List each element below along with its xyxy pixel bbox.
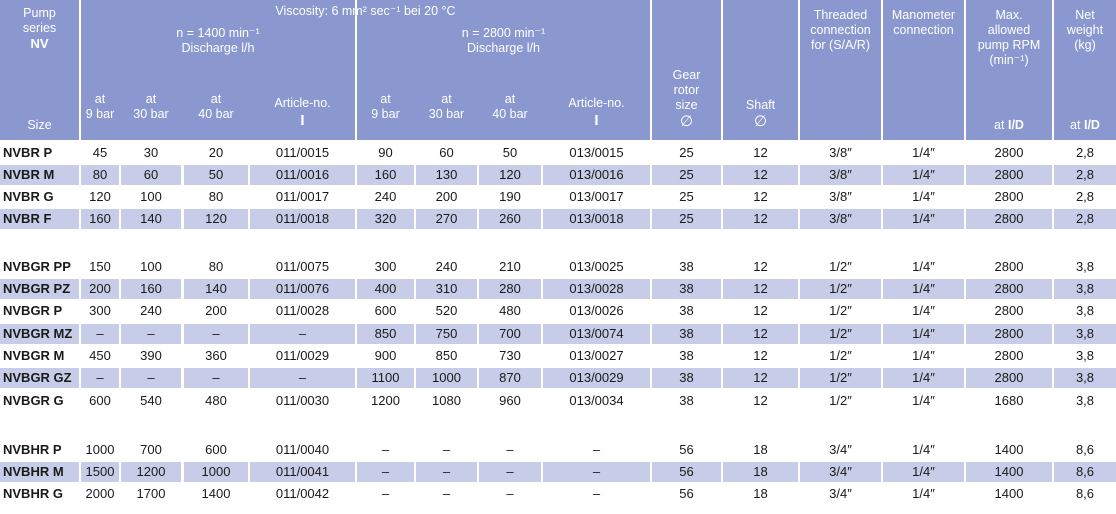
cell-mano: 1/4″ [883,440,964,460]
cell-shaft: 12 [723,209,798,229]
cell-rpm: 2800 [966,301,1052,321]
header-net-weight [1054,0,1116,140]
cell-art1: 011/0040 [250,440,355,460]
cell-art2: – [543,484,650,504]
table-row [0,484,1116,504]
cell-d1-9: 160 [81,209,119,229]
cell-d1-9: 150 [81,257,119,277]
cell-size: NVBGR PP [0,257,79,277]
cell-shaft: 12 [723,143,798,163]
cell-art2: 013/0017 [543,187,650,207]
cell-shaft: 12 [723,301,798,321]
cell-weight: 8,6 [1054,484,1116,504]
cell-thread: 3/8″ [800,187,881,207]
group-2800-label: n = 2800 min⁻¹ Discharge l/h [461,26,546,55]
cell-gear: 38 [652,391,721,411]
cell-shaft: 12 [723,391,798,411]
table-row [0,462,1116,482]
cell-d1-9: 600 [81,391,119,411]
cell-gear: 25 [652,165,721,185]
cell-d2-40: 210 [479,257,541,277]
cell-size: NVBR P [0,143,79,163]
cell-d1-40: 50 [184,165,248,185]
cell-d2-30: 1080 [416,391,477,411]
cell-d1-40: 80 [184,257,248,277]
cell-d2-30: – [416,440,477,460]
cell-size: NVBR M [0,165,79,185]
size-label: Size [27,118,52,132]
cell-d1-9: 120 [81,187,119,207]
cell-art1: 011/0018 [250,209,355,229]
cell-thread: 1/2″ [800,324,881,344]
cell-d1-9: – [81,324,119,344]
cell-d2-9: 240 [357,187,414,207]
cell-size: NVBHR M [0,462,79,482]
cell-gear: 38 [652,279,721,299]
cell-d2-40: – [479,440,541,460]
table-row [0,187,1116,207]
header-group-1400 [81,0,355,140]
cell-d2-40: 120 [479,165,541,185]
cell-d2-30: 240 [416,257,477,277]
cell-d2-30: 750 [416,324,477,344]
cell-d1-9: 450 [81,346,119,366]
cell-art2: – [543,462,650,482]
cell-d1-30: 100 [121,257,181,277]
max-rpm-at: at [994,118,1005,132]
g1-article-symbol: I [300,112,305,129]
header-shaft [723,0,798,140]
cell-art1: 011/0016 [250,165,355,185]
cell-gear: 56 [652,440,721,460]
cell-rpm: 2800 [966,209,1052,229]
cell-d1-9: – [81,368,119,388]
table-row [0,324,1116,344]
g1-at30-label: at 30 bar [133,92,169,121]
cell-size: NVBGR GZ [0,368,79,388]
cell-thread: 3/4″ [800,440,881,460]
pump-series-code: NV [30,36,49,51]
cell-mano: 1/4″ [883,346,964,366]
cell-size: NVBHR G [0,484,79,504]
cell-gear: 38 [652,301,721,321]
cell-rpm: 2800 [966,279,1052,299]
cell-thread: 3/8″ [800,165,881,185]
cell-d1-30: 540 [121,391,181,411]
cell-thread: 1/2″ [800,346,881,366]
cell-mano: 1/4″ [883,391,964,411]
cell-art2: 013/0074 [543,324,650,344]
cell-d2-30: 310 [416,279,477,299]
group-1400-label: n = 1400 min⁻¹ Discharge l/h [176,26,260,55]
cell-d2-9: 300 [357,257,414,277]
cell-d1-30: 390 [121,346,181,366]
cell-d2-9: 320 [357,209,414,229]
cell-mano: 1/4″ [883,257,964,277]
cell-weight: 3,8 [1054,324,1116,344]
header-manometer [883,0,964,140]
cell-weight: 8,6 [1054,462,1116,482]
cell-art1: 011/0028 [250,301,355,321]
g1-article-label: Article-no. [274,96,331,110]
cell-d2-9: – [357,484,414,504]
max-rpm-label: Max. allowed pump RPM (min⁻¹) [977,8,1041,67]
cell-d2-30: 270 [416,209,477,229]
shaft-label: Shaft [745,98,776,112]
gear-rotor-label: Gear rotor size [672,68,701,112]
cell-d1-40: – [184,324,248,344]
cell-d2-30: – [416,462,477,482]
cell-rpm: 1400 [966,484,1052,504]
cell-d2-9: 900 [357,346,414,366]
cell-d1-30: 160 [121,279,181,299]
g2-article-label: Article-no. [568,96,625,110]
g2-at30-label: at 30 bar [428,92,465,121]
cell-art1: 011/0017 [250,187,355,207]
cell-mano: 1/4″ [883,209,964,229]
cell-d2-9: 850 [357,324,414,344]
cell-mano: 1/4″ [883,143,964,163]
cell-art2: 013/0029 [543,368,650,388]
table-row [0,279,1116,299]
cell-d2-40: – [479,484,541,504]
cell-d1-9: 300 [81,301,119,321]
cell-d2-30: 1000 [416,368,477,388]
net-weight-id [1054,118,1116,133]
cell-thread: 3/8″ [800,209,881,229]
cell-art2: 013/0034 [543,391,650,411]
cell-gear: 56 [652,462,721,482]
cell-d1-30: – [121,368,181,388]
cell-d1-9: 200 [81,279,119,299]
cell-rpm: 2800 [966,187,1052,207]
cell-d2-9: 1100 [357,368,414,388]
table-row [0,209,1116,229]
cell-shaft: 18 [723,440,798,460]
cell-d1-40: 200 [184,301,248,321]
cell-d1-40: 360 [184,346,248,366]
cell-d2-40: 480 [479,301,541,321]
cell-art2: 013/0026 [543,301,650,321]
cell-art1: 011/0076 [250,279,355,299]
cell-rpm: 2800 [966,165,1052,185]
cell-mano: 1/4″ [883,187,964,207]
header-pump-series [0,0,79,140]
cell-rpm: 2800 [966,143,1052,163]
cell-size: NVBR G [0,187,79,207]
table-row [0,368,1116,388]
cell-d2-9: – [357,462,414,482]
cell-d2-30: – [416,484,477,504]
cell-art2: – [543,440,650,460]
cell-rpm: 2800 [966,257,1052,277]
cell-gear: 38 [652,368,721,388]
cell-weight: 2,8 [1054,165,1116,185]
cell-d2-30: 60 [416,143,477,163]
cell-weight: 3,8 [1054,301,1116,321]
cell-shaft: 12 [723,279,798,299]
cell-shaft: 12 [723,257,798,277]
cell-d2-30: 850 [416,346,477,366]
cell-art2: 013/0015 [543,143,650,163]
cell-art1: 011/0042 [250,484,355,504]
cell-d2-9: 1200 [357,391,414,411]
cell-mano: 1/4″ [883,324,964,344]
cell-art2: 013/0016 [543,165,650,185]
cell-size: NVBGR G [0,391,79,411]
g2-article-symbol: I [594,112,599,129]
table-row [0,440,1116,460]
cell-size: NVBGR M [0,346,79,366]
cell-d1-9: 45 [81,143,119,163]
cell-size: NVBGR PZ [0,279,79,299]
cell-mano: 1/4″ [883,484,964,504]
cell-rpm: 2800 [966,324,1052,344]
gear-diameter-icon: ∅ [679,113,694,130]
shaft-diameter-icon: ∅ [753,113,768,130]
cell-mano: 1/4″ [883,165,964,185]
cell-d1-30: 700 [121,440,181,460]
cell-d1-40: 140 [184,279,248,299]
cell-d2-40: 730 [479,346,541,366]
net-weight-label: Net weight (kg) [1066,8,1104,52]
cell-shaft: 12 [723,346,798,366]
cell-thread: 3/4″ [800,462,881,482]
cell-art1: 011/0030 [250,391,355,411]
cell-weight: 2,8 [1054,143,1116,163]
cell-thread: 3/8″ [800,143,881,163]
cell-d2-40: 700 [479,324,541,344]
net-weight-at: at [1070,118,1081,132]
cell-size: NVBGR MZ [0,324,79,344]
viscosity-title: Viscosity: 6 mm² sec⁻¹ bei 20 °C [275,4,456,18]
cell-d2-40: 280 [479,279,541,299]
cell-thread: 1/2″ [800,301,881,321]
cell-thread: 1/2″ [800,391,881,411]
cell-thread: 1/2″ [800,368,881,388]
g1-at40-label: at 40 bar [198,92,234,121]
table-row [0,257,1116,277]
cell-art2: 013/0025 [543,257,650,277]
cell-gear: 38 [652,324,721,344]
cell-d1-40: – [184,368,248,388]
cell-d2-40: – [479,462,541,482]
cell-mano: 1/4″ [883,279,964,299]
table-row [0,165,1116,185]
cell-thread: 3/4″ [800,484,881,504]
cell-thread: 1/2″ [800,279,881,299]
cell-d2-40: 260 [479,209,541,229]
cell-shaft: 12 [723,165,798,185]
cell-size: NVBGR P [0,301,79,321]
table-row [0,391,1116,411]
cell-art1: 011/0075 [250,257,355,277]
header-group-2800 [357,0,650,140]
cell-mano: 1/4″ [883,301,964,321]
cell-rpm: 2800 [966,368,1052,388]
manometer-label: Manometer connection [891,8,956,37]
cell-d1-30: 60 [121,165,181,185]
cell-art1: – [250,368,355,388]
cell-d1-40: 1400 [184,484,248,504]
cell-d2-40: 190 [479,187,541,207]
cell-d1-40: 480 [184,391,248,411]
cell-d1-40: 600 [184,440,248,460]
cell-d2-9: 600 [357,301,414,321]
cell-art1: 011/0015 [250,143,355,163]
cell-size: NVBR F [0,209,79,229]
cell-art1: 011/0029 [250,346,355,366]
cell-d2-30: 130 [416,165,477,185]
table-row [0,346,1116,366]
cell-mano: 1/4″ [883,462,964,482]
table-header [0,0,1116,142]
cell-rpm: 1680 [966,391,1052,411]
cell-gear: 25 [652,209,721,229]
cell-d2-9: 160 [357,165,414,185]
cell-d2-9: 90 [357,143,414,163]
header-threaded [800,0,881,140]
cell-d2-40: 50 [479,143,541,163]
cell-rpm: 2800 [966,346,1052,366]
cell-d1-40: 80 [184,187,248,207]
cell-gear: 25 [652,187,721,207]
cell-weight: 3,8 [1054,279,1116,299]
cell-d2-30: 200 [416,187,477,207]
cell-d1-40: 120 [184,209,248,229]
cell-d1-30: 140 [121,209,181,229]
g2-at9-label: at 9 bar [371,92,400,121]
cell-gear: 56 [652,484,721,504]
cell-shaft: 18 [723,462,798,482]
cell-shaft: 12 [723,368,798,388]
cell-d2-40: 960 [479,391,541,411]
cell-d1-30: – [121,324,181,344]
cell-d1-30: 30 [121,143,181,163]
cell-d1-9: 1500 [81,462,119,482]
cell-art1: 011/0041 [250,462,355,482]
cell-shaft: 12 [723,324,798,344]
cell-art2: 013/0027 [543,346,650,366]
cell-d1-40: 20 [184,143,248,163]
table-row [0,301,1116,321]
cell-rpm: 1400 [966,440,1052,460]
cell-weight: 3,8 [1054,346,1116,366]
cell-weight: 3,8 [1054,391,1116,411]
cell-weight: 2,8 [1054,187,1116,207]
threaded-label: Threaded connection for (S/A/R) [810,8,871,52]
cell-gear: 38 [652,257,721,277]
max-rpm-id-symbol: I/D [1007,118,1024,132]
pump-series-label: Pump series [22,6,57,35]
g2-at40-label: at 40 bar [492,92,528,121]
cell-d2-40: 870 [479,368,541,388]
cell-d1-30: 100 [121,187,181,207]
cell-d1-40: 1000 [184,462,248,482]
cell-shaft: 12 [723,187,798,207]
cell-art2: 013/0018 [543,209,650,229]
cell-d1-30: 240 [121,301,181,321]
net-weight-id-symbol: I/D [1083,118,1100,132]
cell-weight: 2,8 [1054,209,1116,229]
cell-gear: 38 [652,346,721,366]
cell-weight: 8,6 [1054,440,1116,460]
cell-d2-9: – [357,440,414,460]
cell-thread: 1/2″ [800,257,881,277]
cell-d2-30: 520 [416,301,477,321]
header-max-rpm [966,0,1052,140]
cell-art1: – [250,324,355,344]
header-gear-rotor [652,0,721,140]
cell-weight: 3,8 [1054,257,1116,277]
max-rpm-id [966,118,1052,133]
cell-gear: 25 [652,143,721,163]
cell-rpm: 1400 [966,462,1052,482]
cell-d1-9: 1000 [81,440,119,460]
cell-weight: 3,8 [1054,368,1116,388]
cell-art2: 013/0028 [543,279,650,299]
cell-d1-9: 80 [81,165,119,185]
cell-d1-30: 1700 [121,484,181,504]
cell-d2-9: 400 [357,279,414,299]
cell-size: NVBHR P [0,440,79,460]
cell-shaft: 18 [723,484,798,504]
g1-at9-label: at 9 bar [85,92,115,121]
cell-d1-9: 2000 [81,484,119,504]
cell-mano: 1/4″ [883,368,964,388]
table-row [0,143,1116,163]
cell-d1-30: 1200 [121,462,181,482]
